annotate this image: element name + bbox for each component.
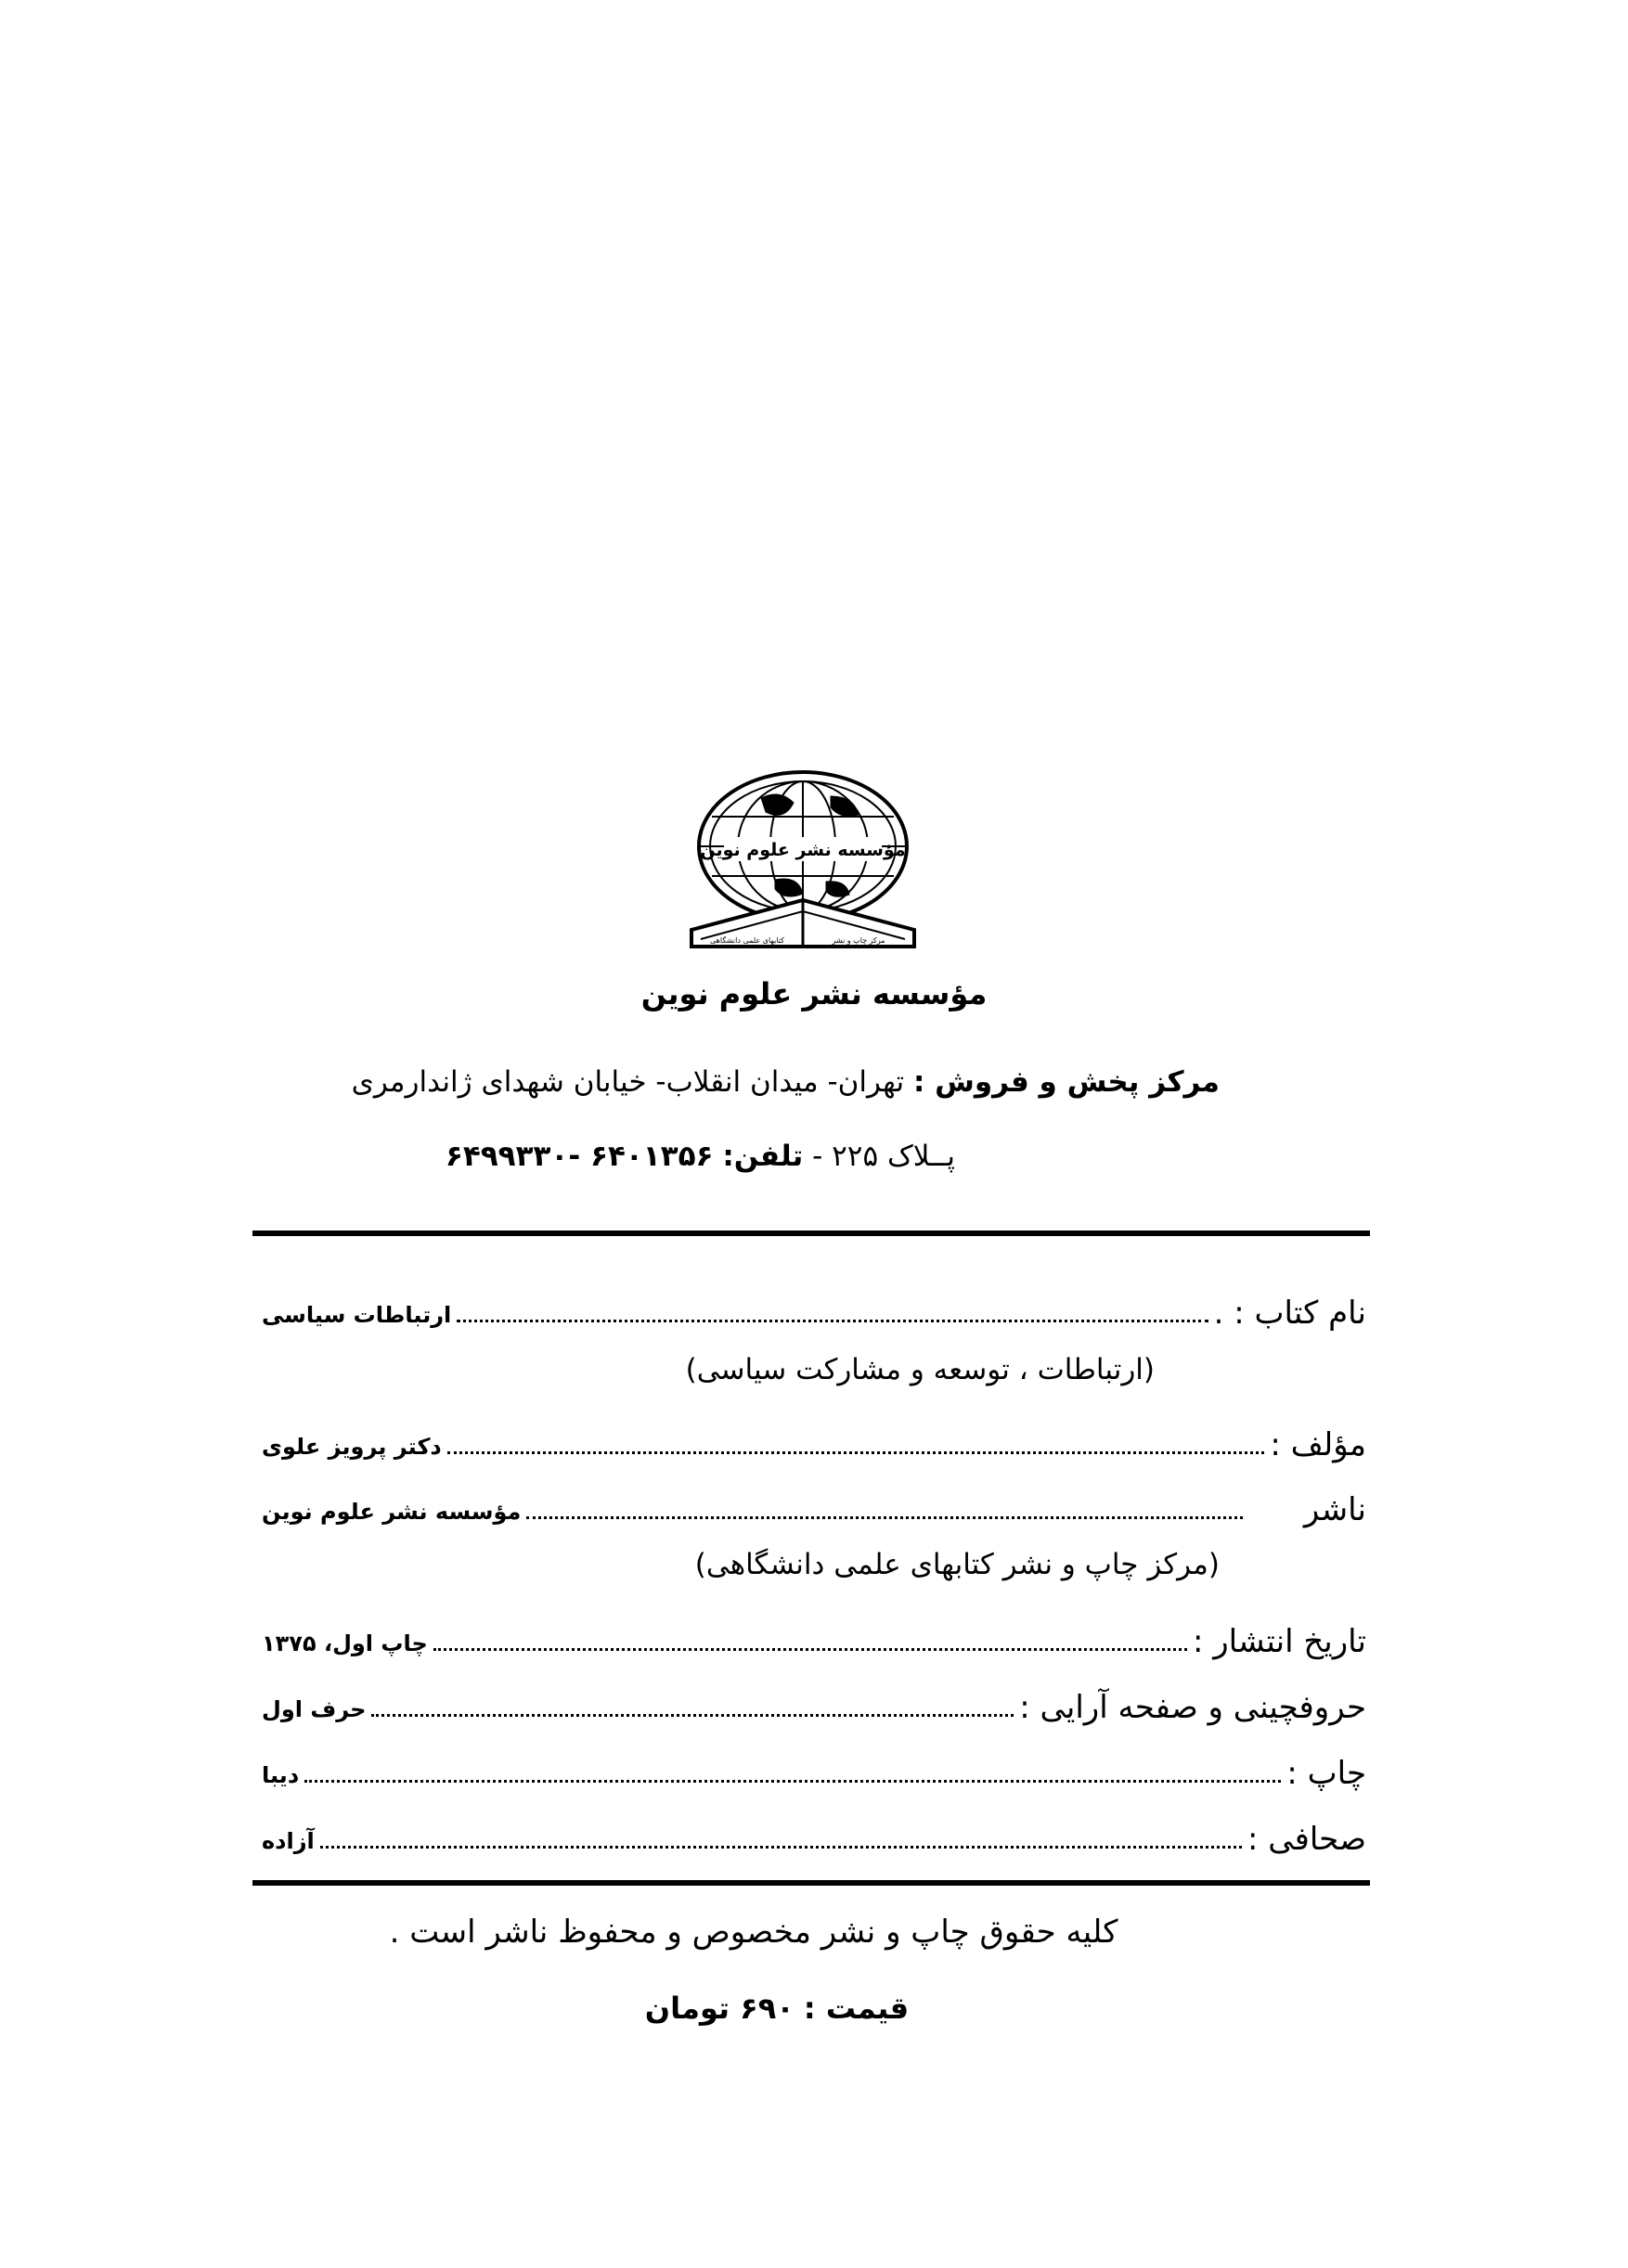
binding-label: صحافی : [1247,1821,1366,1858]
address-line-2 [353,1140,955,1173]
typesetting-value: حرف اول [262,1696,367,1722]
address-text: تهران- میدان انقلاب- خیابان شهدای ژاندارمری [351,1065,905,1099]
print-value: دیبا [262,1762,300,1788]
title-label: نام کتاب : . [1213,1295,1366,1332]
publisher-name: مؤسسه نشر علوم نوین [640,976,988,1012]
info-row-typesetting [262,1680,1366,1726]
dotted-leader [433,1647,1187,1651]
phone-numbers: ۶۴۰۱۳۵۶ -۶۴۹۹۳۳۰ [445,1140,714,1173]
publisher-subtitle: (مرکز چاپ و نشر کتابهای علمی دانشگاهی) [694,1548,1220,1581]
price-label: قیمت : [803,1991,910,2026]
bottom-divider [252,1880,1370,1886]
dotted-leader [304,1779,1281,1783]
price-value: ۶۹۰ تومان [644,1991,795,2026]
print-label: چاپ : [1286,1755,1366,1792]
svg-text:کتابهای علمی دانشگاهی: کتابهای علمی دانشگاهی [710,936,784,945]
info-row-date [262,1614,1366,1660]
info-row-print [262,1746,1366,1792]
dotted-leader [447,1450,1265,1454]
top-divider [252,1231,1370,1236]
info-row-author [262,1417,1366,1463]
phone-label: تلفن: [722,1140,804,1173]
dotted-leader [457,1319,1208,1322]
author-value: دکتر پرویز علوی [262,1434,442,1460]
info-row-title [262,1285,1366,1332]
svg-text:مؤسسه نشر علوم نوین: مؤسسه نشر علوم نوین [700,840,906,860]
title-subtitle: (ارتباطات ، توسعه و مشارکت سیاسی) [685,1353,1155,1386]
address-label: مرکز پخش و فروش : [912,1065,1220,1099]
price [0,1991,1628,2026]
dotted-leader [526,1515,1243,1519]
title-value: ارتباطات سیاسی [262,1302,452,1328]
date-label: تاریخ انتشار : [1193,1623,1366,1660]
publisher-label: ناشر [1303,1491,1366,1528]
publisher-logo [673,770,933,956]
info-row-publisher [262,1482,1366,1528]
copyright-notice: کلیه حقوق چاپ و نشر مخصوص و محفوظ ناشر است . [389,1914,1118,1951]
dotted-leader [371,1713,1014,1717]
author-label: مؤلف : [1270,1426,1366,1463]
date-value: چاپ اول، ۱۳۷۵ [262,1630,428,1656]
publisher-value: مؤسسه نشر علوم نوین [262,1499,522,1525]
dotted-leader [320,1845,1242,1849]
svg-text:مرکز چاپ و نشر: مرکز چاپ و نشر [832,936,885,945]
address-line-1 [278,1065,1220,1099]
typesetting-label: حروفچینی و صفحه آرایی : [1019,1689,1366,1726]
address-plaque: پــلاک ۲۲۵ - [812,1140,955,1173]
binding-value: آزاده [262,1828,315,1854]
info-row-binding [262,1811,1366,1858]
